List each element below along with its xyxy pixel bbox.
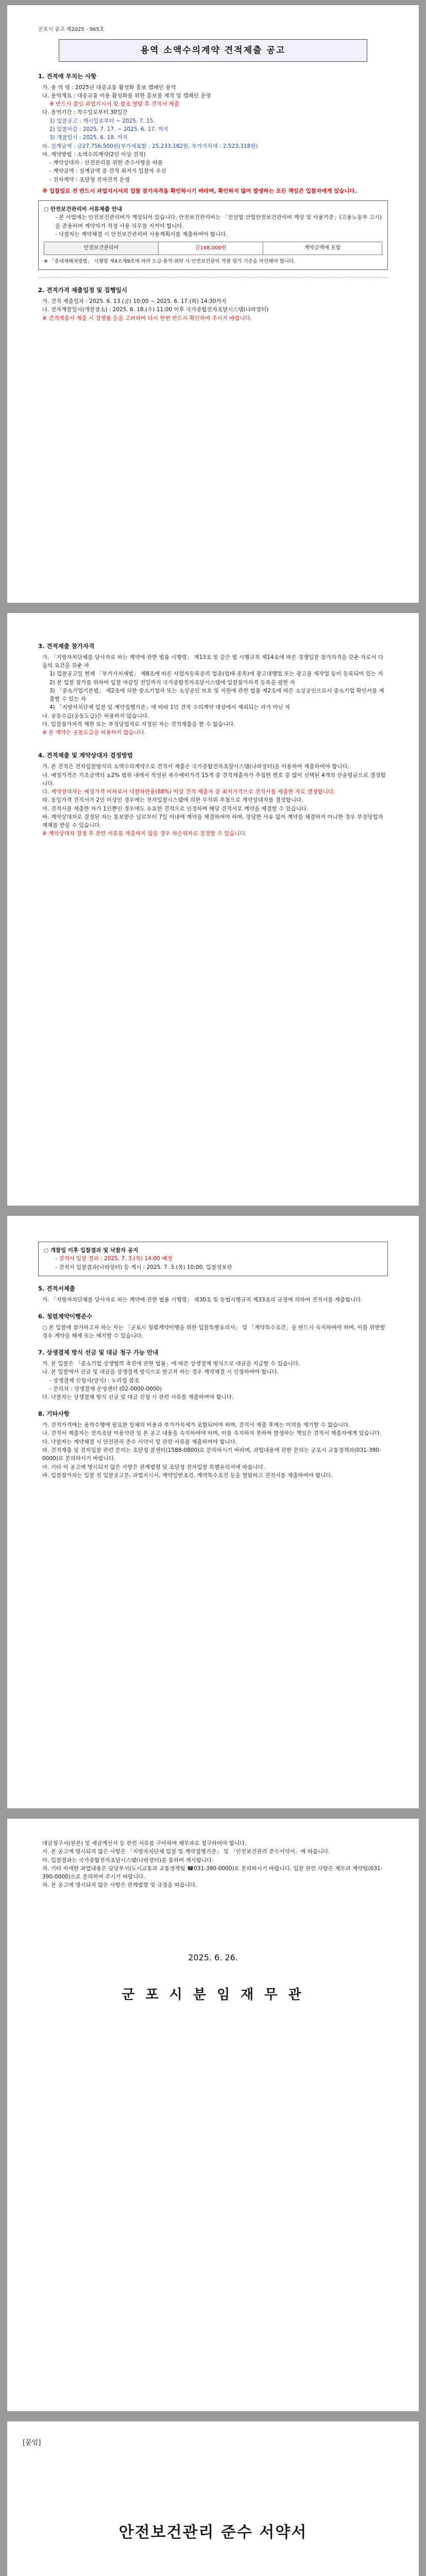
section-1-line: 가. 용 역 명 : 2025년 대중교통 활성화 홍보 캠페인 용역	[42, 84, 176, 91]
divider	[38, 277, 388, 278]
section-3-line: 가. 「지방자치단체를 당사자로 하는 계약에 관한 법률 시행령」 제13조 및 같은 법 시행규칙 제14조에 따른 경쟁입찰 참가자격을 갖춘 자로서 다음의 요건을 갖춘 자	[42, 654, 384, 669]
document-page-1	[7, 5, 419, 603]
section-6-line: ○ 본 입찰에 참가하고자 하는 자는 「군포시 청렴계약이행을 위한 입찰특별유의서」 및 「계약특수조건」을 반드시 숙지하여야 하며, 이를 위반할 경우 계약을 해제 또는 해지할 수 있습니다.	[42, 1324, 385, 1339]
safety-box-line: ○ 안전보건관리비 서류제출 안내	[44, 206, 122, 213]
section-4-line: 라. 동일가격 견적서가 2인 이상인 경우에는 전자입찰시스템에 의한 무작위 추첨으로 계약상대자를 결정합니다.	[42, 797, 303, 804]
section-4-heading: 4. 견적제출 및 계약상대자 결정방법	[38, 752, 133, 759]
closing-line: 대금청구서(원본) 및 세금계산서 등 관련 서류를 구비하여 재무과로 청구하여야 합니다.	[42, 1840, 247, 1846]
section-8-line: 마. 기타 이 공고에 명시되지 않은 사항은 관계법령 및 조달청 전자입찰 특별유의서에 따릅니다.	[42, 1464, 265, 1470]
section-3-line: 1) 입찰공고일 현재 「부가가치세법」 제8조에 따른 사업자등록증의 업종(업태·종목)에 광고대행업 또는 광고물 제작업 등이 등록되어 있는 자	[49, 671, 383, 677]
closing-line: 사. 본 공고에 명시되지 않은 사항은 「지방자치단체 입찰 및 계약집행기준」 및 「안전보건관리 준수서약서」에 따릅니다.	[42, 1849, 330, 1855]
result-notice-box	[38, 1242, 388, 1276]
section-7-line: 가. 본 입찰은 「중소기업 상생협력 촉진에 관한 법률」에 따른 상생결제 방식으로 대금을 지급할 수 있습니다.	[42, 1361, 300, 1367]
section-4-line: 바. 계약상대자로 결정된 자는 통보받은 날로부터 7일 이내에 계약을 체결하여야 하며, 정당한 사유 없이 계약을 체결하지 아니한 경우 부정당업자 제재를 받을 수 있습니다.	[42, 814, 383, 829]
section-7-line: - 상생결제 신청서(양식) : 누리집 참조	[49, 1377, 140, 1384]
section-2-line: 나. 전자개찰일시(개찰장소) : 2025. 6. 18.(수) 11:00 이후 국가종합전자조달시스템(나라장터)	[42, 307, 269, 313]
document-page-2	[7, 613, 419, 1206]
safety-cost-box	[38, 200, 388, 270]
table-cell: 금168,000원	[159, 242, 263, 255]
section-3-heading: 3. 견적제출 참가자격	[38, 642, 95, 650]
safety-box-line: - 낙찰자는 계약체결 시 안전보건관리비 사용계획서를 제출하여야 합니다.	[55, 231, 228, 238]
page-2-content	[38, 634, 388, 1185]
section-3-line: 다. 입찰참가자격 제한 또는 부정당업자로 지정된 자는 견적제출을 할 수 없습니다.	[42, 721, 235, 727]
safety-box-footer: ※ 「중대재해처벌법」 시행령 제4조제9호에 따라 도급·용역·위탁 시 안전보건관리 역량 평가 기준을 마련해야 합니다.	[44, 258, 296, 264]
closing-line: 차. 본 공고에 명시되지 않은 사항은 관계법령 및 규정을 따릅니다.	[42, 1882, 197, 1889]
section-3-line: 2) 본 입찰 참가를 위하여 입찰 마감일 전일까지 국가종합전자조달시스템에 입찰참가자격 등록을 필한 자	[49, 679, 295, 686]
section-8-heading: 8. 기타사항	[38, 1410, 70, 1418]
section-3-line: ※ 본 계약은 공동도급을 허용하지 않습니다.	[42, 730, 146, 736]
section-4-line: ※ 계약상대자 결정 후 관련 서류를 제출하지 않을 경우 차순위자로 결정할 수 있습니다.	[42, 831, 247, 837]
section-1-line: 3) 개찰일시 : 2025. 6. 18. 까지	[49, 134, 128, 141]
closing-line: 아. 입찰결과는 국가종합전자조달시스템(나라장터)을 통하여 게시합니다.	[42, 1857, 214, 1863]
section-8-line: 라. 견적제출 및 전자입찰 관련 문의는 조달청 콜센터(1588-0800)로 문의하시기 바라며, 과업내용에 관한 문의는 군포시 교통정책과(031-390-0000)로 문의하시기 바랍니다.	[42, 1447, 381, 1462]
section-1-line: ※ 반드시 붙임 과업지시서 및 참조 열람 후 견적서 제출	[49, 101, 179, 108]
result-box-line: - 견적서 입찰 결과 : 2025. 7. 3.(목) 14:00 예정	[55, 1256, 173, 1262]
section-4-line: 가. 본 견적은 전자입찰방식의 소액수의계약으로 견적서 제출은 국가종합전자조달시스템(나라장터)을 이용하여 제출하여야 합니다.	[42, 764, 349, 770]
section-7-line: 다. 낙찰자는 상생결제 방식 선금 및 대금 신청 시 관련 서류를 제출하여야 합니다.	[42, 1394, 234, 1401]
table-cell: 안전보건관리비	[44, 242, 159, 255]
section-3-line: 나. 공동수급(공동도급)은 허용하지 않습니다.	[42, 713, 149, 719]
section-3-line: 3) 「중소기업기본법」 제2조에 의한 중소기업자 또는 소상공인 보호 및 지원에 관한 법률 제2조에 따른 소상공인으로서 중소기업 확인서를 제출할 수 있는 자	[49, 687, 384, 703]
document-page-3	[7, 1216, 419, 1808]
section-2-line: 가. 견적 제출일자 : 2025. 6. 13.(금) 10:00 ~ 2025. 6. 17.(화) 14:30까지	[42, 298, 227, 305]
notice-date: 2025. 6. 26.	[188, 1952, 238, 1962]
safety-box-line: - 본 사업에는 안전보건관리비가 계상되어 있습니다. 안전보건관리비는 「건설업 산업안전보건관리비 계상 및 사용기준」(고용노동부 고시)을 준용하여 계약자가 적정 사용 의무를 지켜야 합니다.	[55, 214, 382, 229]
section-3-line: 4) 「지방자치단체 입찰 및 계약집행기준」에 따라 1인 견적 수의계약 대상에서 제외되는 자가 아닌 자	[49, 704, 291, 711]
section-1-line: 마. 계약방법 : 소액수의계약(2인 이상 견적)	[42, 151, 146, 158]
document-page-4	[7, 1819, 419, 2411]
section-5-heading: 5. 견적서제출	[38, 1284, 75, 1292]
safety-cost-table	[44, 242, 382, 255]
page-4-content	[38, 1839, 388, 2391]
section-2-line: ※ 견적제출서 제출 시 경쟁률 등을 고려하여 다시 한번 반드시 확인하여 주시기 바랍니다.	[42, 315, 252, 321]
section-1-line: - 계약금액 : 설계금액 중 견적 최저가 입찰자 우선	[49, 168, 166, 175]
page-3-content	[38, 1236, 388, 1788]
section-1-notice: ※ 입찰일로 전 반드시 과업지시서의 입찰 참가자격을 확인하시기 바라며, 확인하지 않아 발생하는 모든 책임은 입찰자에게 있습니다.	[42, 188, 357, 194]
pledge-title: 안전보건관리 준수 서약서	[118, 2523, 308, 2541]
notice-title: 용역 소액수의계약 견적제출 공고	[59, 39, 367, 62]
section-1-line: 1) 입찰공고 : 게시일로부터 ~ 2025. 7. 15.	[49, 117, 155, 124]
result-box-line: ○ 개찰일 이후 입찰결과 및 낙찰자 공지	[44, 1247, 139, 1253]
document-page-5	[7, 2421, 419, 2576]
result-box-line: - 견적서 입찰결과(나라장터) 등 게시 : 2025. 7. 3.(목) 10:00, 입찰정보란	[55, 1264, 232, 1270]
section-8-line: 다. 낙찰자는 계약체결 시 안전관리 준수 서약서 및 관련 서류를 제출하여야 합니다.	[42, 1438, 237, 1445]
section-7-line: - 문의처 : 상생결제 운영센터 (02-0000-0000)	[49, 1385, 162, 1392]
section-1-heading: 1. 견적에 부치는 사항	[38, 72, 97, 80]
section-4-line: 마. 견적서를 제출한 자가 1인뿐인 경우에도 유효한 견적으로 인정하며 해당 견적서로 계약을 체결할 수 있습니다.	[42, 805, 309, 812]
section-6-heading: 6. 청렴계약이행준수	[38, 1312, 93, 1320]
section-1-line: - 계약상대자 : 안전관리를 위한 준수사항을 따름	[49, 160, 163, 166]
closing-line: 자. 기타 자세한 과업내용은 담당부서(도시교통과 교통정책팀 ☎031-390-0000)로 문의하시기 바랍니다. 입찰 관련 사항은 재무과 계약팀(031-390-0000)으로 문의하여 주시기 바랍니다.	[42, 1865, 383, 1880]
section-1-line: 나. 용역개요 : 대중교통 이용 활성화를 위한 홍보물 제작 및 캠페인 운영	[42, 92, 211, 99]
annex-tag: [붙임]	[23, 2439, 41, 2447]
section-8-line: 바. 입찰참가자는 입찰 전 입찰공고문, 과업지시서, 계약일반조건, 계약특수조건 등을 열람하고 견적서를 제출하여야 합니다.	[42, 1472, 333, 1479]
section-4-line: 나. 예정가격은 기초금액의 ±2% 범위 내에서 작성된 복수예비가격 15개 중 견적제출자가 추첨한 번호 중 많이 선택된 4개의 산술평균으로 결정합니다.	[42, 772, 386, 787]
table-cell: 계약금액에 포함	[263, 242, 382, 255]
section-1-line: 2) 입찰마감 : 2025. 7. 17. ~ 2025. 6. 17. 까지	[49, 126, 168, 132]
section-8-line: 가. 견적가격에는 용역수행에 필요한 일체의 비용과 부가가치세가 포함되어야 하며, 견적서 제출 후에는 이의를 제기할 수 없습니다.	[42, 1422, 350, 1429]
section-5-line: 가. 「지방자치단체를 당사자로 하는 계약에 관한 법률 시행령」 제30조 및 동법시행규칙 제33조의 규정에 의하여 견적서를 제출합니다.	[42, 1296, 363, 1303]
notice-code: 군포시 공고 제2025 - 965호	[38, 27, 105, 32]
section-4-line: 다. 계약상대자는 예정가격 이하로서 낙찰하한율(88%) 이상 견적 제출자 중 최저가격으로 견적서를 제출한 자로 결정합니다.	[42, 789, 335, 795]
section-8-line: 나. 견적서 제출자는 전자조달 이용약관 및 본 공고 내용을 숙지하여야 하며, 이를 숙지하지 못하여 발생하는 책임은 견적서 제출자에게 있습니다.	[42, 1430, 382, 1437]
section-1-line: - 전자계약 : 조달청 전자견적 운영	[49, 176, 130, 183]
section-1-line: 다. 용역기간 : 착수일로부터 30일간	[42, 109, 128, 116]
section-7-heading: 7. 상생결제 방식 선금 및 대금 청구 가능 안내	[38, 1349, 159, 1357]
section-2-heading: 2. 견적가격 제출일정 및 집행일시	[38, 286, 127, 294]
section-1-line: 라. 설계금액 : 금27,756,500원(부가세포함 : 25,233,182원, 부가가치세 : 2,523,318원)	[42, 143, 258, 149]
section-7-line: 나. 본 입찰에서 선금 및 대금을 상생결제 방식으로 받고자 하는 경우 계약체결 시 신청하여야 합니다.	[42, 1369, 279, 1376]
page-1-content	[38, 26, 388, 582]
table-row	[44, 242, 382, 255]
issuing-authority: 군 포 시 분 임 재 무 관	[122, 1987, 304, 2003]
